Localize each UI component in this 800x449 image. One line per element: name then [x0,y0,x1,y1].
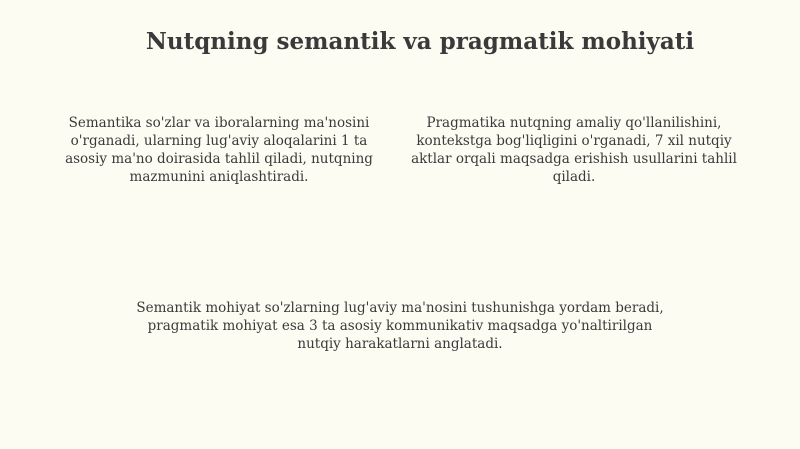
semantics-paragraph: Semantika so'zlar va iboralarning ma'nosini o'rganadi, ularning lug'aviy aloqalarini 1 ta asosiy ma'no doirasida tahlil qiladi, nutqning mazmunini aniqlashtiradi. [65,115,373,185]
slide-title: Nutqning semantik va pragmatik mohiyati [145,28,695,55]
pragmatics-paragraph: Pragmatika nutqning amaliy qo'llanilishini, kontekstga bog'liqligini o'rganadi, 7 xil nutqiy aktlar orqali maqsadga erishish usullarini tahlil qiladi. [411,115,737,185]
summary-paragraph: Semantik mohiyat so'zlarning lug'aviy ma'nosini tushunishga yordam beradi, pragmatik mohiyat esa 3 ta asosiy kommunikativ maqsadga yo'naltirilgan nutqiy harakatlarni anglatadi. [136,300,664,352]
